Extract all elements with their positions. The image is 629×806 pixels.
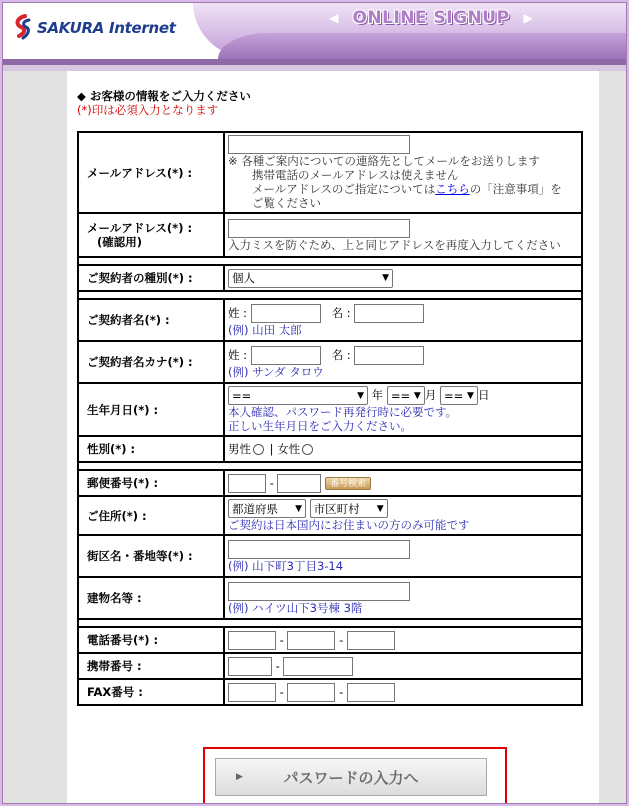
contract-type-value: 個人	[232, 271, 255, 285]
gap-row	[78, 462, 582, 470]
last-name-label: 姓 :	[228, 305, 248, 320]
gap-row	[78, 257, 582, 265]
birth-month-value: ==	[390, 388, 411, 403]
signup-form	[77, 131, 583, 706]
kana-first-label: 名 :	[331, 347, 351, 362]
row-mobile	[78, 653, 582, 679]
street-cell	[224, 535, 582, 577]
city-value: 市区町村	[313, 501, 360, 516]
chevron-down-icon: ▼	[376, 503, 384, 514]
birth-day-value: ==	[443, 388, 464, 403]
play-arrow-icon: ▶	[236, 772, 243, 782]
email-confirm-input[interactable]	[228, 219, 410, 238]
street-input[interactable]	[228, 540, 410, 559]
header-band-dark	[218, 33, 627, 59]
last-name-input[interactable]	[251, 304, 321, 323]
row-phone	[78, 627, 582, 653]
row-zip	[78, 470, 582, 496]
gender-sep: |	[269, 442, 274, 456]
gap-cell	[78, 462, 582, 470]
gap-cell	[78, 619, 582, 627]
email-confirm-label	[78, 213, 224, 257]
email-note-1: ※ 各種ご案内についての連絡先としてメールをお送りします	[228, 154, 540, 168]
zip-input-2[interactable]	[277, 474, 321, 493]
fax-input-2[interactable]	[287, 683, 335, 702]
address-cell	[224, 496, 582, 535]
chevron-down-icon: ▼	[413, 390, 421, 401]
signup-title: ONLINE SIGNUP	[352, 8, 510, 28]
prefecture-select[interactable]	[228, 499, 306, 518]
gender-male-radio[interactable]	[253, 444, 264, 455]
gender-female-radio[interactable]	[302, 444, 313, 455]
row-street	[78, 535, 582, 577]
email-note-2: 携帯電話のメールアドレスは使えません	[252, 168, 459, 182]
zip-search-button[interactable]: 番号検索	[325, 477, 371, 490]
first-name-label: 名 :	[331, 305, 351, 320]
birth-label: 生年月日(*) :	[78, 383, 224, 436]
email-note-3	[228, 182, 562, 196]
zip-cell	[224, 470, 582, 496]
mobile-label: 携帯番号 :	[78, 653, 224, 679]
signup-banner	[321, 7, 541, 29]
address-note: ご契約は日本国内にお住まいの方のみ可能です	[228, 518, 470, 532]
row-contract-type	[78, 265, 582, 291]
name-cell	[224, 299, 582, 341]
street-example: (例) 山下町3丁目3-14	[228, 558, 344, 573]
first-name-input[interactable]	[354, 304, 424, 323]
zip-label: 郵便番号(*) :	[78, 470, 224, 496]
row-fax	[78, 679, 582, 705]
submit-label: パスワードの入力へ	[283, 768, 419, 787]
chevron-down-icon: ▼	[467, 390, 474, 401]
kana-example: (例) サンダ タロウ	[228, 364, 324, 379]
phone-input-1[interactable]	[228, 631, 276, 650]
name-example: (例) 山田 太郎	[228, 322, 302, 337]
birth-cell	[224, 383, 582, 436]
address-label: ご住所(*) :	[78, 496, 224, 535]
mobile-input-1[interactable]	[228, 657, 272, 676]
main-content	[67, 71, 599, 804]
gap-row	[78, 619, 582, 627]
phone-sep-2: -	[339, 632, 344, 647]
intro-title: ◆ お客様の情報をご入力ください	[77, 89, 251, 103]
birth-year-select[interactable]	[228, 386, 368, 405]
email-confirm-note: 入力ミスを防ぐため、上と同じアドレスを再度入力してください	[228, 237, 561, 252]
intro	[77, 89, 251, 117]
building-label: 建物名等 :	[78, 577, 224, 619]
birth-day-select[interactable]	[440, 386, 478, 405]
building-example: (例) ハイツ山下3号棟 3階	[228, 600, 363, 615]
page-frame	[2, 2, 627, 804]
email-label: メールアドレス(*) :	[78, 132, 224, 213]
chevron-down-icon: ▼	[295, 503, 302, 514]
phone-input-3[interactable]	[347, 631, 395, 650]
gender-female-label: 女性	[277, 442, 301, 456]
gap-row	[78, 291, 582, 299]
birth-note-2: 正しい生年月日をご入力ください。	[228, 419, 412, 433]
site-header	[3, 3, 627, 59]
row-birth	[78, 383, 582, 436]
birth-month-select[interactable]	[387, 386, 425, 405]
prefecture-value: 都道府県	[232, 501, 278, 516]
zip-sep: -	[269, 475, 274, 490]
kana-label: ご契約者名カナ(*) :	[78, 341, 224, 383]
gap-cell	[78, 291, 582, 299]
contract-type-select[interactable]	[228, 269, 393, 288]
birth-day-unit: 日	[477, 388, 490, 402]
email-confirm-cell	[224, 213, 582, 257]
fax-sep-2: -	[339, 684, 344, 699]
row-name	[78, 299, 582, 341]
zip-input-1[interactable]	[228, 474, 266, 493]
email-note-link[interactable]: こちら	[435, 182, 470, 196]
chevron-down-icon: ▼	[382, 273, 389, 283]
building-input[interactable]	[228, 582, 410, 601]
contract-type-label: ご契約者の種別(*) :	[78, 265, 224, 291]
row-building	[78, 577, 582, 619]
row-gender	[78, 436, 582, 462]
phone-sep-1: -	[279, 632, 284, 647]
gender-male-label: 男性	[228, 442, 251, 456]
left-margin	[3, 71, 67, 804]
gender-cell	[224, 436, 582, 462]
signup-left-arrow-icon: ◀	[329, 11, 339, 25]
logo-text: SAKURA Internet	[37, 19, 176, 37]
chevron-down-icon: ▼	[357, 390, 364, 401]
city-select[interactable]	[310, 499, 388, 518]
fax-cell	[224, 679, 582, 705]
required-note: (*)印は必須入力となります	[77, 103, 219, 117]
kana-last-input[interactable]	[251, 346, 321, 365]
contract-type-cell	[224, 265, 582, 291]
birth-year-value: ==	[232, 388, 252, 403]
phone-input-2[interactable]	[287, 631, 335, 650]
row-email-confirm	[78, 213, 582, 257]
name-label: ご契約者名(*) :	[78, 299, 224, 341]
birth-note-1: 本人確認、パスワード再発行時に必要です。	[228, 405, 458, 419]
street-label: 街区名・番地等(*) :	[78, 535, 224, 577]
submit-highlight	[203, 747, 507, 804]
email-input[interactable]	[228, 135, 410, 154]
password-next-button[interactable]	[215, 758, 487, 796]
right-margin	[599, 71, 627, 804]
fax-label: FAX番号 :	[78, 679, 224, 705]
email-confirm-label-2: (確認用)	[97, 235, 143, 249]
fax-input-3[interactable]	[347, 683, 395, 702]
birth-month-unit: 月	[424, 388, 437, 402]
building-cell	[224, 577, 582, 619]
signup-right-arrow-icon: ▶	[523, 11, 533, 25]
fax-sep-1: -	[279, 684, 284, 699]
email-confirm-label-1: メールアドレス(*) :	[87, 221, 193, 235]
kana-last-label: 姓 :	[228, 347, 248, 362]
email-note-4: ご覧ください	[252, 196, 321, 210]
mobile-sep: -	[275, 658, 280, 673]
sakura-logo[interactable]	[11, 13, 176, 43]
row-kana	[78, 341, 582, 383]
phone-cell	[224, 627, 582, 653]
kana-first-input[interactable]	[354, 346, 424, 365]
gap-cell	[78, 257, 582, 265]
mobile-input-2[interactable]	[283, 657, 353, 676]
email-note-3-pre: メールアドレスのご指定については	[252, 182, 436, 196]
row-address	[78, 496, 582, 535]
phone-label: 電話番号(*) :	[78, 627, 224, 653]
sakura-logo-icon	[11, 14, 33, 42]
kana-cell	[224, 341, 582, 383]
mobile-cell	[224, 653, 582, 679]
birth-year-unit: 年	[371, 388, 384, 402]
email-cell	[224, 132, 582, 213]
email-note-3-post: の「注意事項」を	[469, 182, 562, 196]
gender-label: 性別(*) :	[78, 436, 224, 462]
fax-input-1[interactable]	[228, 683, 276, 702]
row-email	[78, 132, 582, 213]
